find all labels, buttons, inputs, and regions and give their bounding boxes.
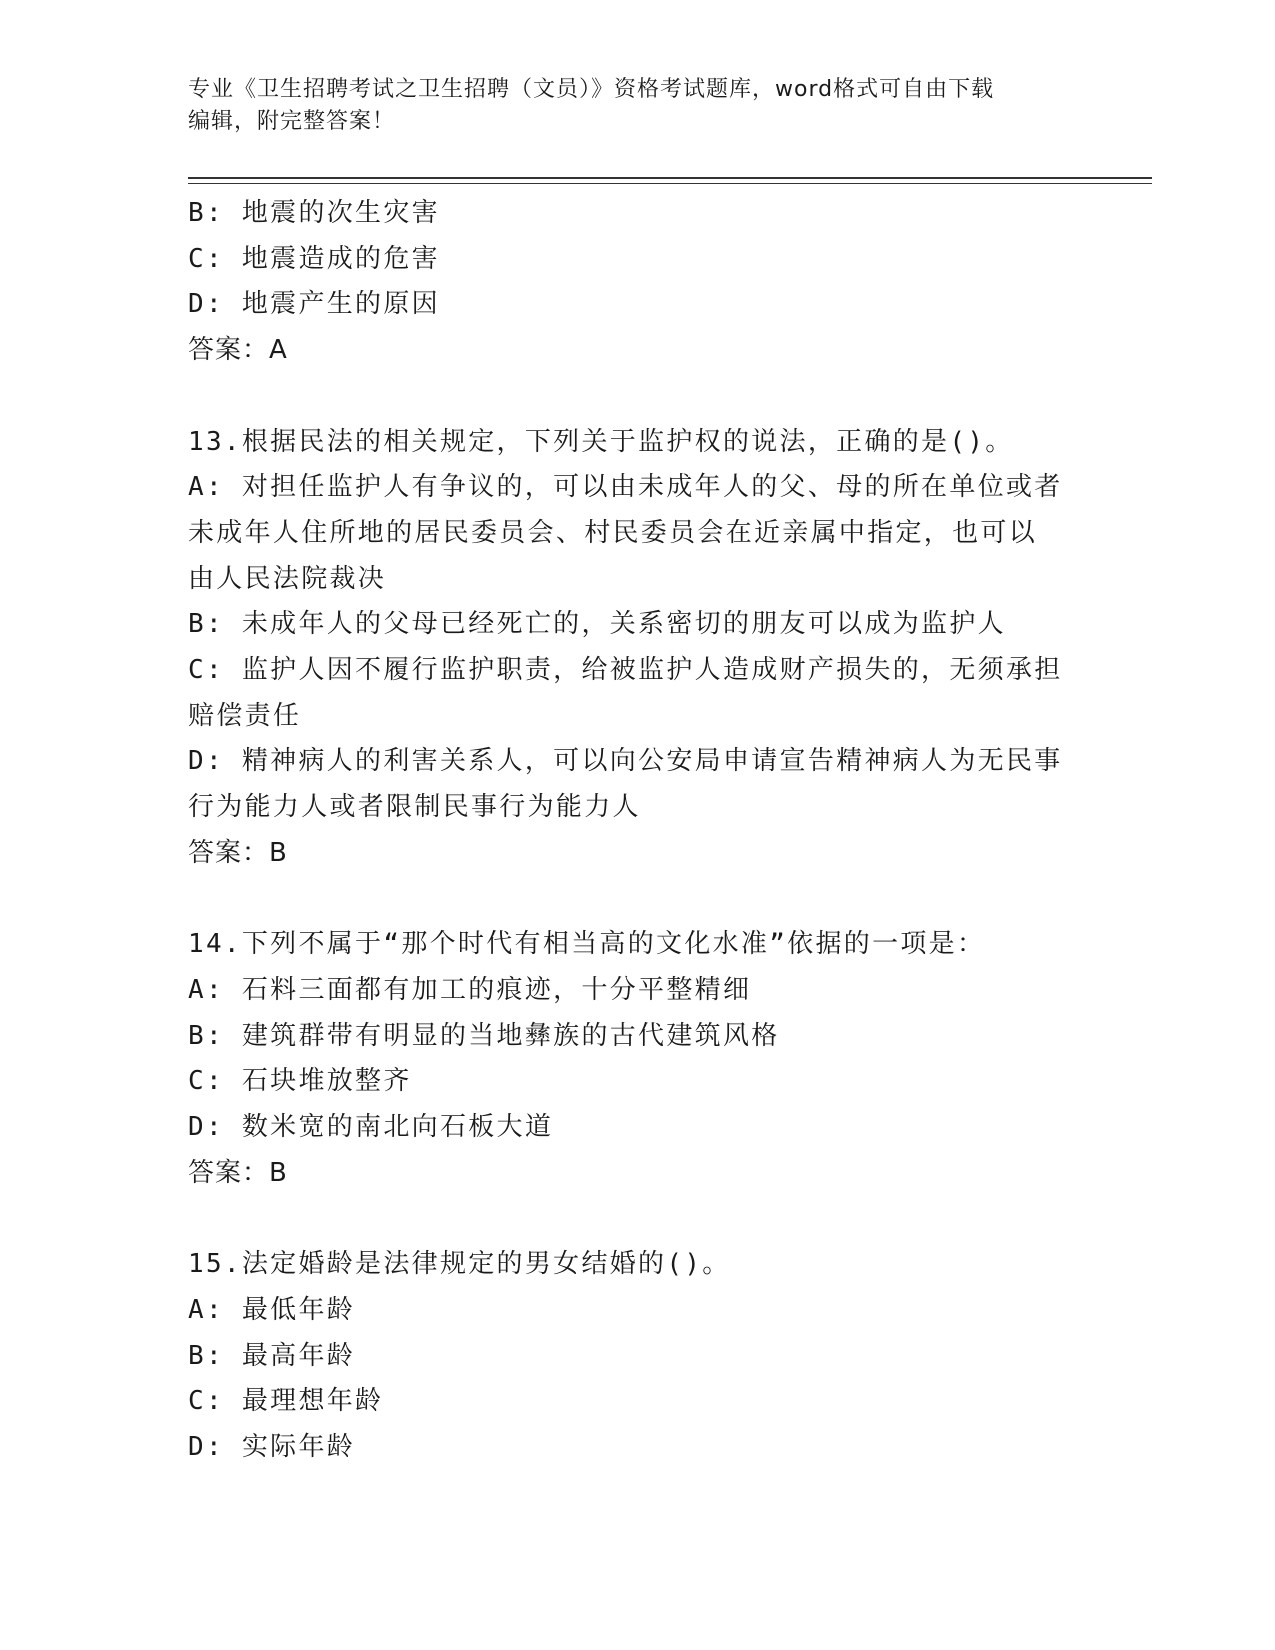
header-line-1: 专业《卫生招聘考试之卫生招聘（文员）》资格考试题库，word格式可自由下载 — [188, 77, 995, 102]
document-header — [188, 74, 1068, 138]
option-b: B: 未成年人的父母已经死亡的，关系密切的朋友可以成为监护人 — [188, 609, 1006, 640]
question-13 — [188, 420, 1088, 877]
option-a: A: 最低年龄 — [188, 1294, 356, 1325]
option-c-continued: 赔偿责任 — [188, 700, 302, 731]
option-b: B: 建筑群带有明显的当地彝族的古代建筑风格 — [188, 1020, 780, 1051]
question-15 — [188, 1242, 1088, 1471]
question-stem: 15.法定婚龄是法律规定的男女结婚的()。 — [188, 1249, 731, 1280]
option-d: D: 精神病人的利害关系人，可以向公安局申请宣告精神病人为无民事 — [188, 746, 1063, 777]
question-12-tail — [188, 191, 1088, 374]
header-divider-thick — [188, 177, 1152, 179]
question-stem: 13.根据民法的相关规定，下列关于监护权的说法，正确的是()。 — [188, 426, 1014, 457]
question-14 — [188, 922, 1088, 1196]
answer: 答案：A — [188, 335, 288, 366]
option-c: C: 监护人因不履行监护职责，给被监护人造成财产损失的，无须承担 — [188, 655, 1063, 686]
question-stem: 14.下列不属于“那个时代有相当高的文化水准”依据的一项是： — [188, 929, 986, 960]
spacer — [188, 1196, 1088, 1242]
option-c: C: 石块堆放整齐 — [188, 1066, 412, 1097]
spacer — [188, 877, 1088, 923]
option-b: B: 地震的次生灾害 — [188, 198, 440, 228]
spacer — [188, 374, 1088, 420]
question-list — [188, 191, 1088, 1471]
option-a-continued: 未成年人住所地的居民委员会、村民委员会在近亲属中指定，也可以 — [188, 517, 1038, 548]
option-d: D: 实际年龄 — [188, 1431, 356, 1462]
option-d-continued: 行为能力人或者限制民事行为能力人 — [188, 792, 641, 823]
option-c: C: 地震造成的危害 — [188, 243, 440, 274]
answer: 答案：B — [188, 1157, 288, 1188]
header-divider-thin — [188, 183, 1152, 184]
option-c: C: 最理想年龄 — [188, 1386, 384, 1417]
option-b: B: 最高年龄 — [188, 1340, 356, 1371]
option-d: D: 地震产生的原因 — [188, 289, 440, 320]
option-d: D: 数米宽的南北向石板大道 — [188, 1112, 554, 1143]
option-a: A: 石料三面都有加工的痕迹，十分平整精细 — [188, 974, 752, 1005]
option-a: A: 对担任监护人有争议的，可以由未成年人的父、母的所在单位或者 — [188, 472, 1063, 503]
header-line-2: 编辑，附完整答案！ — [188, 109, 396, 134]
answer: 答案：B — [188, 837, 288, 868]
option-a-continued: 由人民法院裁决 — [188, 563, 387, 594]
